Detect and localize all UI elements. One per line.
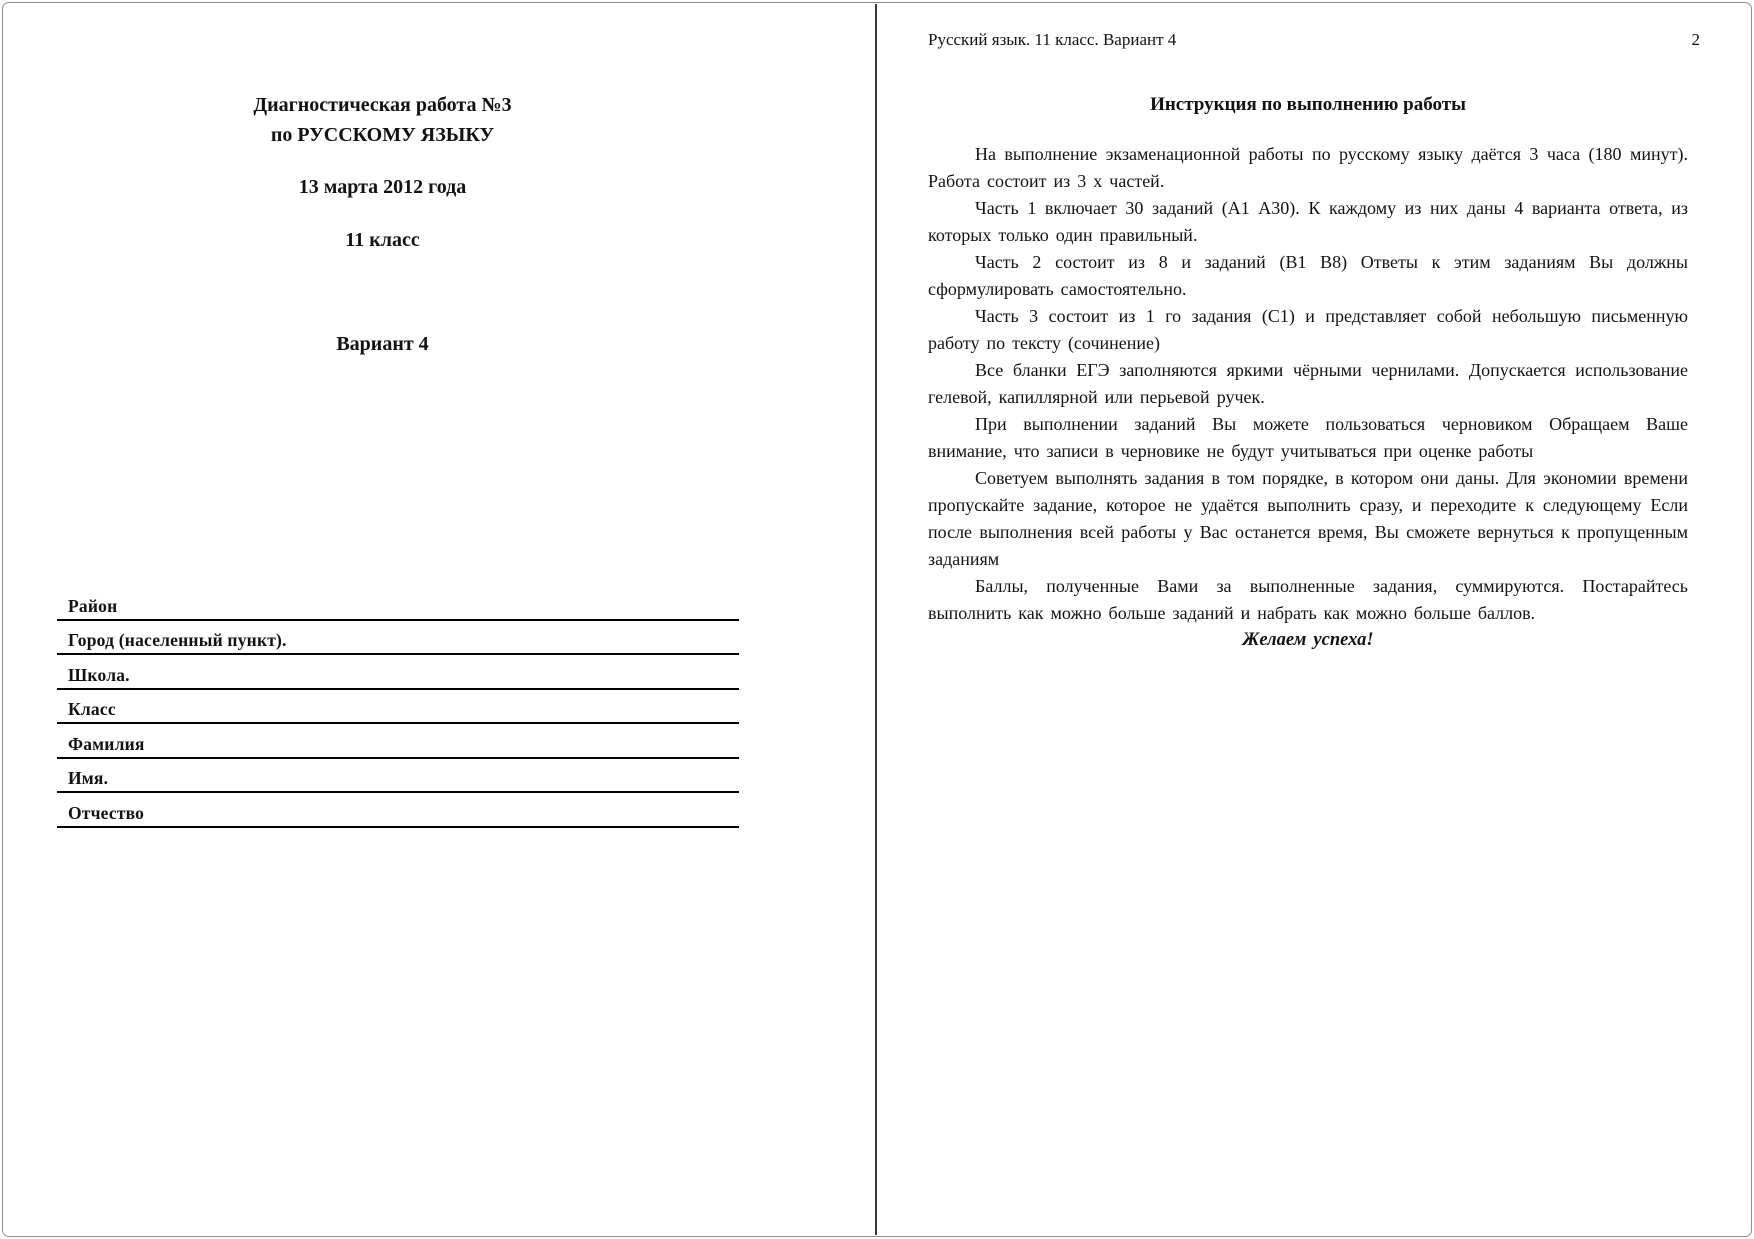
- document-title-line2: по РУССКОМУ ЯЗЫКУ: [270, 124, 495, 146]
- instructions-heading: Инструкция по выполнению работы: [1150, 94, 1466, 115]
- form-label-firstname: Имя.: [68, 768, 109, 788]
- form-label-city: Город (населенный пункт).: [68, 630, 287, 650]
- variant-label: Вариант 4: [336, 333, 429, 355]
- form-label-district: Район: [68, 595, 118, 616]
- form-row-class: [57, 690, 739, 725]
- document-title-line1: Диагностическая работа №3: [253, 94, 512, 116]
- form-row-city: [57, 621, 739, 656]
- form-row-school: [57, 655, 739, 690]
- instructions-paragraph: Советуем выполнять задания в том порядке, в котором они даны. Для экономии времени пропускайте задание, которое не удаётся выполнить сразу, и переходите к следующему Если после выполнения всей работы у Вас останется время, Вы сможете вернуться к пропущенным заданиям: [928, 468, 1688, 569]
- form-label-school: Школа.: [68, 664, 130, 685]
- form-label-patronymic: Отчество: [68, 802, 145, 823]
- running-header: [928, 30, 1700, 50]
- instructions-paragraph: Часть 3 состоит из 1 го задания (С1) и представляет собой небольшую письменную работу по тексту (сочинение): [928, 306, 1688, 353]
- instructions-paragraph: На выполнение экзаменационной работы по русскому языку даётся 3 часа (180 минут). Работа состоит из 3 х частей.: [928, 144, 1688, 191]
- form-label-class: Класс: [68, 699, 116, 719]
- form-row-firstname: [57, 759, 739, 794]
- form-row-district: [57, 586, 739, 621]
- running-header-title: Русский язык. 11 класс. Вариант 4: [928, 30, 1177, 49]
- instructions-paragraph: Баллы, полученные Вами за выполненные задания, суммируются. Постарайтесь выполнить как можно больше заданий и набрать как можно больше баллов.: [928, 576, 1688, 623]
- document-title: [60, 90, 705, 150]
- page-divider-line: [875, 4, 877, 1235]
- instructions-paragraph: Часть 2 состоит из 8 и заданий (В1 В8) Ответы к этим заданиям Вы должны сформулировать самостоятельно.: [928, 252, 1688, 299]
- student-info-form: [57, 586, 739, 828]
- closing-wish: Желаем успеха!: [1242, 630, 1374, 650]
- instructions-paragraph: При выполнении заданий Вы можете пользоваться черновиком Обращаем Ваше внимание, что записи в черновике не будут учитываться при оценке работы: [928, 414, 1688, 461]
- grade-level: 11 класс: [345, 229, 420, 251]
- exam-date: 13 марта 2012 года: [298, 176, 467, 198]
- form-row-patronymic: [57, 793, 739, 828]
- page-number: 2: [1691, 30, 1700, 49]
- form-label-surname: Фамилия: [68, 733, 145, 754]
- instructions-paragraph: Часть 1 включает 30 заданий (А1 А30). К каждому из них даны 4 варианта ответа, из которых только один правильный.: [928, 198, 1688, 245]
- instructions-paragraph: Все бланки ЕГЭ заполняются яркими чёрными чернилами. Допускается использование гелевой, капиллярной или перьевой ручек.: [928, 360, 1688, 407]
- form-row-surname: [57, 724, 739, 759]
- instructions-body: [928, 141, 1688, 654]
